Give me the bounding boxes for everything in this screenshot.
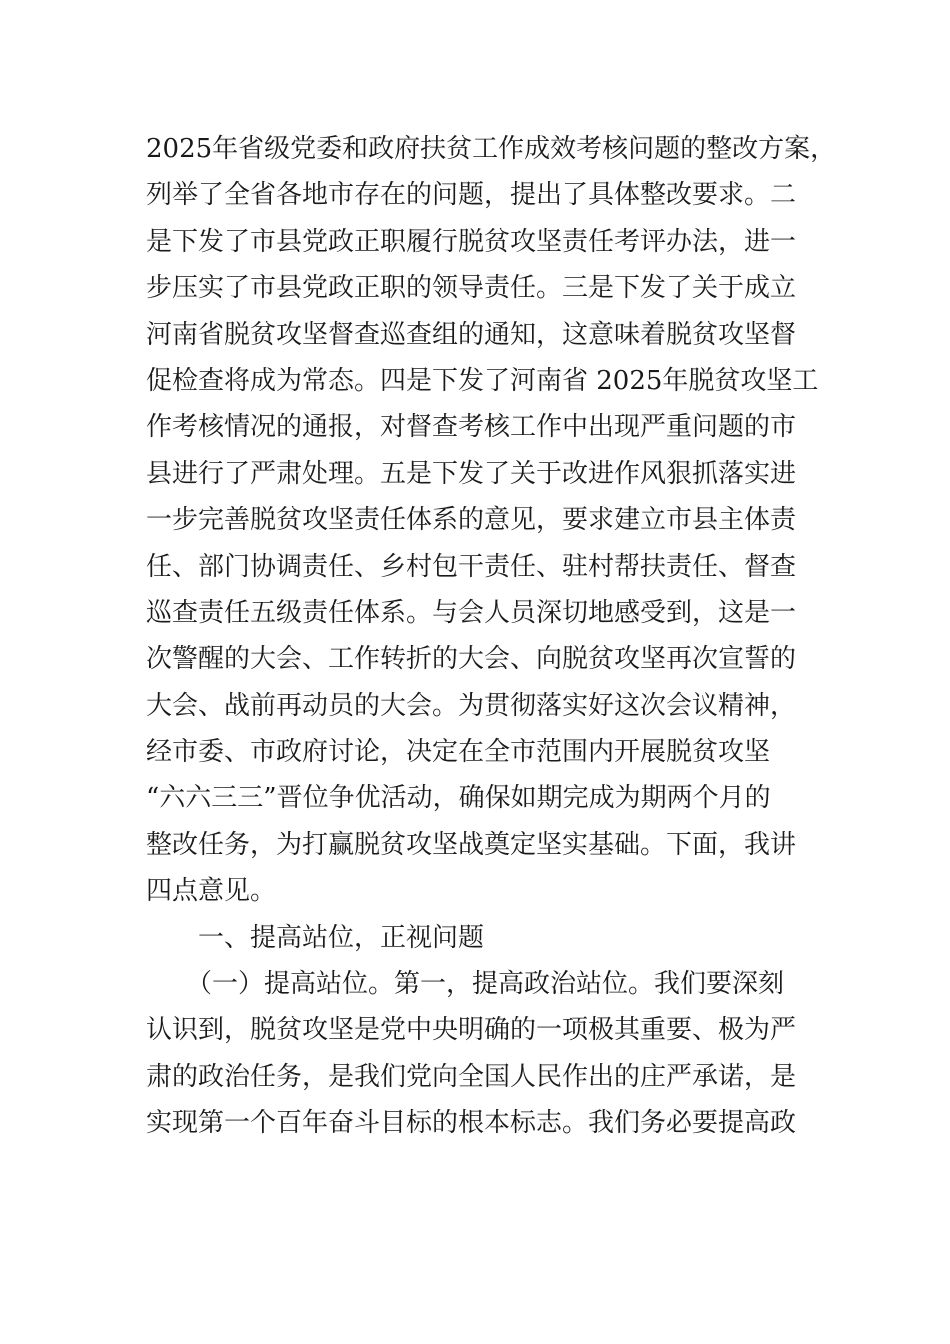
- text-line: 认识到，脱贫攻坚是党中央明确的一项极其重要、极为严: [146, 1015, 797, 1046]
- text-line: 经市委、市政府讨论，决定在全市范围内开展脱贫攻坚: [146, 737, 771, 768]
- text-line: 任、部门协调责任、乡村包干责任、驻村帮扶责任、督查: [146, 551, 797, 582]
- document-body: [146, 126, 837, 1147]
- text-line: 作考核情况的通报，对督查考核工作中出现严重问题的市: [146, 412, 797, 443]
- text-line: 列举了全省各地市存在的问题，提出了具体整改要求。二: [146, 180, 797, 211]
- section-heading: 一、提高站位，正视问题: [198, 922, 485, 953]
- text-line: 实现第一个百年奋斗目标的根本标志。我们务必要提高政: [146, 1108, 797, 1139]
- text-line: 2025年省级党委和政府扶贫工作成效考核问题的整改方案，: [146, 134, 837, 164]
- text-line: 整改任务，为打赢脱贫攻坚战奠定坚实基础。下面，我讲: [146, 829, 797, 860]
- text-line: 一步完善脱贫攻坚责任体系的意见，要求建立市县主体责: [146, 505, 797, 536]
- text-line: 河南省脱贫攻坚督查巡查组的通知，这意味着脱贫攻坚督: [146, 319, 797, 350]
- text-line: 是下发了市县党政正职履行脱贫攻坚责任考评办法，进一: [146, 226, 797, 257]
- text-line: 肃的政治任务，是我们党向全国人民作出的庄严承诺，是: [146, 1061, 797, 1092]
- text-line: 大会、战前再动员的大会。为贯彻落实好这次会议精神，: [146, 690, 797, 721]
- text-line: 巡查责任五级责任体系。与会人员深切地感受到，这是一: [146, 597, 797, 628]
- subsection-first-line: （一）提高站位。第一，提高政治站位。我们要深刻: [186, 969, 785, 1000]
- text-line: “六六三三”晋位争优活动，确保如期完成为期两个月的: [146, 783, 771, 814]
- text-line: 步压实了市县党政正职的领导责任。三是下发了关于成立: [146, 273, 797, 304]
- text-line: 四点意见。: [146, 876, 277, 907]
- text-line: 促检查将成为常态。四是下发了河南省 2025年脱贫攻坚工: [146, 365, 819, 396]
- text-line: 县进行了严肃处理。五是下发了关于改进作风狠抓落实进: [146, 458, 797, 489]
- text-line: 次警醒的大会、工作转折的大会、向脱贫攻坚再次宣誓的: [146, 644, 797, 675]
